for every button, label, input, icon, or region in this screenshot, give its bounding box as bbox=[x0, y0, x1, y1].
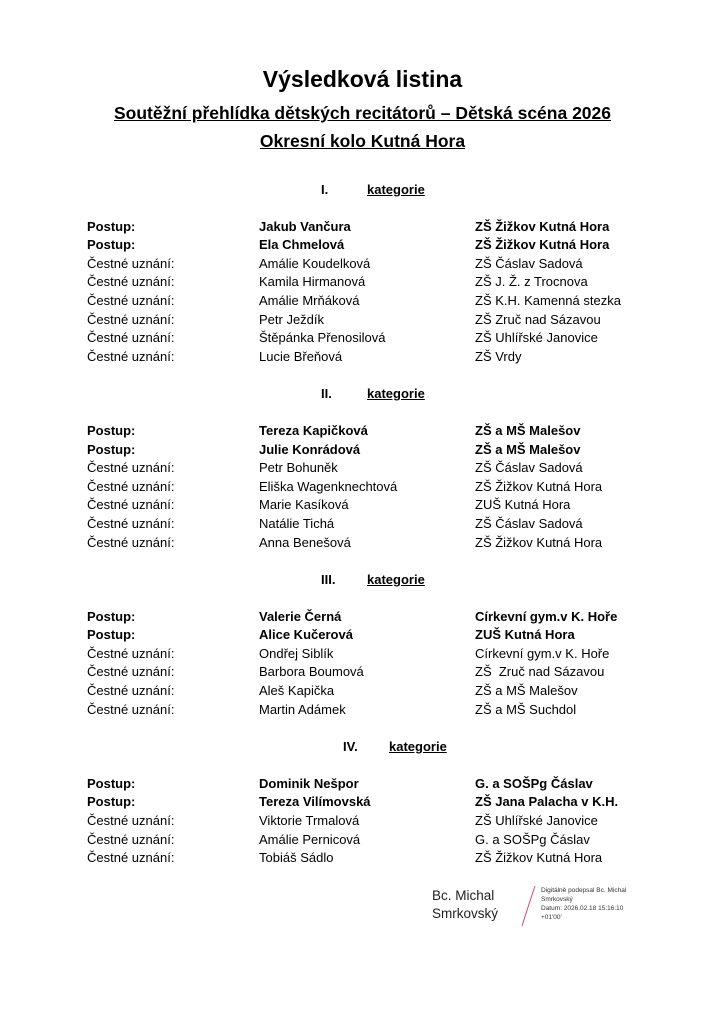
award-cell: Postup: bbox=[87, 219, 136, 234]
award-cell: Čestné uznání: bbox=[87, 330, 175, 345]
result-row bbox=[0, 832, 725, 850]
result-row bbox=[0, 330, 725, 348]
school-cell: ZŠ a MŠ Malešov bbox=[475, 442, 581, 457]
category-heading-3 bbox=[321, 572, 425, 587]
award-cell: Postup: bbox=[87, 423, 136, 438]
category-label: kategorie bbox=[367, 182, 425, 197]
award-cell: Čestné uznání: bbox=[87, 646, 175, 661]
signature-meta-line3: Datum: 2026.02.18 15:16:10 bbox=[541, 905, 624, 912]
document-subtitle: Soutěžní přehlídka dětských recitátorů – Dětská scéna 2026 bbox=[113, 103, 611, 123]
result-row bbox=[0, 497, 725, 515]
signature-meta-line4: +01'00' bbox=[541, 914, 562, 921]
award-cell: Postup: bbox=[87, 776, 136, 791]
signature-name bbox=[432, 887, 498, 923]
result-row bbox=[0, 627, 725, 645]
award-cell: Čestné uznání: bbox=[87, 702, 175, 717]
name-cell: Valerie Černá bbox=[259, 609, 342, 624]
name-cell: Amálie Pernicová bbox=[259, 832, 361, 847]
school-cell: ZŠ J. Ž. z Trocnova bbox=[475, 274, 588, 289]
name-cell: Petr Bohuněk bbox=[259, 460, 338, 475]
school-cell: ZŠ a MŠ Malešov bbox=[475, 423, 581, 438]
result-row bbox=[0, 664, 725, 682]
school-cell: ZŠ a MŠ Suchdol bbox=[475, 702, 577, 717]
award-cell: Postup: bbox=[87, 442, 136, 457]
category-heading-2 bbox=[321, 386, 425, 401]
school-cell: Církevní gym.v K. Hoře bbox=[475, 646, 610, 661]
award-cell: Čestné uznání: bbox=[87, 312, 175, 327]
result-row bbox=[0, 256, 725, 274]
name-cell: Jakub Vančura bbox=[259, 219, 351, 234]
school-cell: ZŠ Žižkov Kutná Hora bbox=[475, 219, 610, 234]
school-cell: ZŠ Čáslav Sadová bbox=[475, 256, 583, 271]
category-numeral: III. bbox=[321, 572, 336, 587]
award-cell: Postup: bbox=[87, 794, 136, 809]
name-cell: Julie Konrádová bbox=[259, 442, 361, 457]
category-label: kategorie bbox=[367, 572, 425, 587]
name-cell: Barbora Boumová bbox=[259, 664, 364, 679]
name-cell: Tobiáš Sádlo bbox=[259, 850, 334, 865]
award-cell: Čestné uznání: bbox=[87, 516, 175, 531]
school-cell: ZŠ Čáslav Sadová bbox=[475, 516, 583, 531]
award-cell: Postup: bbox=[87, 627, 136, 642]
result-row bbox=[0, 535, 725, 553]
category-label: kategorie bbox=[389, 739, 447, 754]
result-row bbox=[0, 442, 725, 460]
award-cell: Postup: bbox=[87, 237, 136, 252]
category-numeral: II. bbox=[321, 386, 332, 401]
school-cell: ZŠ Uhlířské Janovice bbox=[475, 330, 598, 345]
signature-mark-icon bbox=[519, 884, 541, 928]
result-row bbox=[0, 219, 725, 237]
result-row bbox=[0, 479, 725, 497]
award-cell: Čestné uznání: bbox=[87, 832, 175, 847]
result-row bbox=[0, 423, 725, 441]
name-cell: Alice Kučerová bbox=[259, 627, 353, 642]
result-row bbox=[0, 460, 725, 478]
name-cell: Štěpánka Přenosilová bbox=[259, 330, 386, 345]
result-row bbox=[0, 349, 725, 367]
award-cell: Čestné uznání: bbox=[87, 256, 175, 271]
award-cell: Čestné uznání: bbox=[87, 460, 175, 475]
result-row bbox=[0, 850, 725, 868]
school-cell: ZŠ Žižkov Kutná Hora bbox=[475, 850, 603, 865]
name-cell: Tereza Vilímovská bbox=[259, 794, 371, 809]
result-row bbox=[0, 683, 725, 701]
award-cell: Čestné uznání: bbox=[87, 664, 175, 679]
name-cell: Lucie Břeňová bbox=[259, 349, 343, 364]
signature-name-line1: Bc. Michal bbox=[432, 888, 495, 903]
result-row bbox=[0, 609, 725, 627]
award-cell: Čestné uznání: bbox=[87, 479, 175, 494]
name-cell: Dominik Nešpor bbox=[259, 776, 359, 791]
result-row bbox=[0, 274, 725, 292]
name-cell: Aleš Kapička bbox=[259, 683, 335, 698]
result-row bbox=[0, 702, 725, 720]
result-row bbox=[0, 813, 725, 831]
result-row bbox=[0, 794, 725, 812]
signature-name-line2: Smrkovský bbox=[432, 906, 499, 921]
award-cell: Čestné uznání: bbox=[87, 349, 175, 364]
category-numeral: I. bbox=[321, 182, 329, 197]
school-cell: G. a SOŠPg Čáslav bbox=[475, 776, 593, 791]
school-cell: ZŠ a MŠ Malešov bbox=[475, 683, 578, 698]
award-cell: Čestné uznání: bbox=[87, 683, 175, 698]
school-cell: Církevní gym.v K. Hoře bbox=[475, 609, 618, 624]
document-round: Okresní kolo Kutná Hora bbox=[259, 131, 466, 151]
result-row bbox=[0, 646, 725, 664]
result-row bbox=[0, 293, 725, 311]
name-cell: Amálie Mrňáková bbox=[259, 293, 360, 308]
category-heading-4 bbox=[343, 739, 447, 754]
category-label: kategorie bbox=[367, 386, 425, 401]
award-cell: Čestné uznání: bbox=[87, 293, 175, 308]
name-cell: Ela Chmelová bbox=[259, 237, 345, 252]
school-cell: ZŠ Žižkov Kutná Hora bbox=[475, 535, 603, 550]
award-cell: Čestné uznání: bbox=[87, 535, 175, 550]
school-cell: ZŠ Zruč nad Sázavou bbox=[475, 312, 601, 327]
school-cell: G. a SOŠPg Čáslav bbox=[475, 832, 590, 847]
school-cell: ZŠ Zruč nad Sázavou bbox=[475, 664, 605, 679]
signature-details bbox=[541, 886, 626, 922]
name-cell: Eliška Wagenknechtová bbox=[259, 479, 398, 494]
category-numeral: IV. bbox=[343, 739, 358, 754]
name-cell: Kamila Hirmanová bbox=[259, 274, 366, 289]
award-cell: Čestné uznání: bbox=[87, 813, 175, 828]
school-cell: ZUŠ Kutná Hora bbox=[475, 497, 571, 512]
school-cell: ZUŠ Kutná Hora bbox=[475, 627, 575, 642]
school-cell: ZŠ Uhlířské Janovice bbox=[475, 813, 598, 828]
name-cell: Ondřej Siblík bbox=[259, 646, 334, 661]
name-cell: Amálie Koudelková bbox=[259, 256, 371, 271]
school-cell: ZŠ Jana Palacha v K.H. bbox=[475, 794, 619, 809]
name-cell: Martin Adámek bbox=[259, 702, 346, 717]
school-cell: ZŠ Čáslav Sadová bbox=[475, 460, 583, 475]
school-cell: ZŠ Žižkov Kutná Hora bbox=[475, 237, 610, 252]
result-row bbox=[0, 237, 725, 255]
name-cell: Anna Benešová bbox=[259, 535, 351, 550]
school-cell: ZŠ Žižkov Kutná Hora bbox=[475, 479, 603, 494]
award-cell: Postup: bbox=[87, 609, 136, 624]
name-cell: Petr Ježdík bbox=[259, 312, 325, 327]
result-row bbox=[0, 776, 725, 794]
name-cell: Tereza Kapičková bbox=[259, 423, 368, 438]
award-cell: Čestné uznání: bbox=[87, 274, 175, 289]
award-cell: Čestné uznání: bbox=[87, 850, 175, 865]
name-cell: Natálie Tichá bbox=[259, 516, 335, 531]
name-cell: Marie Kasíková bbox=[259, 497, 349, 512]
name-cell: Viktorie Trmalová bbox=[259, 813, 360, 828]
school-cell: ZŠ K.H. Kamenná stezka bbox=[475, 293, 621, 308]
document-title: Výsledková listina bbox=[262, 66, 463, 92]
signature-meta-line2: Smrkovský bbox=[541, 896, 573, 903]
category-heading-1 bbox=[321, 182, 425, 197]
result-row bbox=[0, 516, 725, 534]
school-cell: ZŠ Vrdy bbox=[475, 349, 522, 364]
result-row bbox=[0, 312, 725, 330]
award-cell: Čestné uznání: bbox=[87, 497, 175, 512]
signature-meta-line1: Digitálně podepsal Bc. Michal bbox=[541, 887, 627, 894]
